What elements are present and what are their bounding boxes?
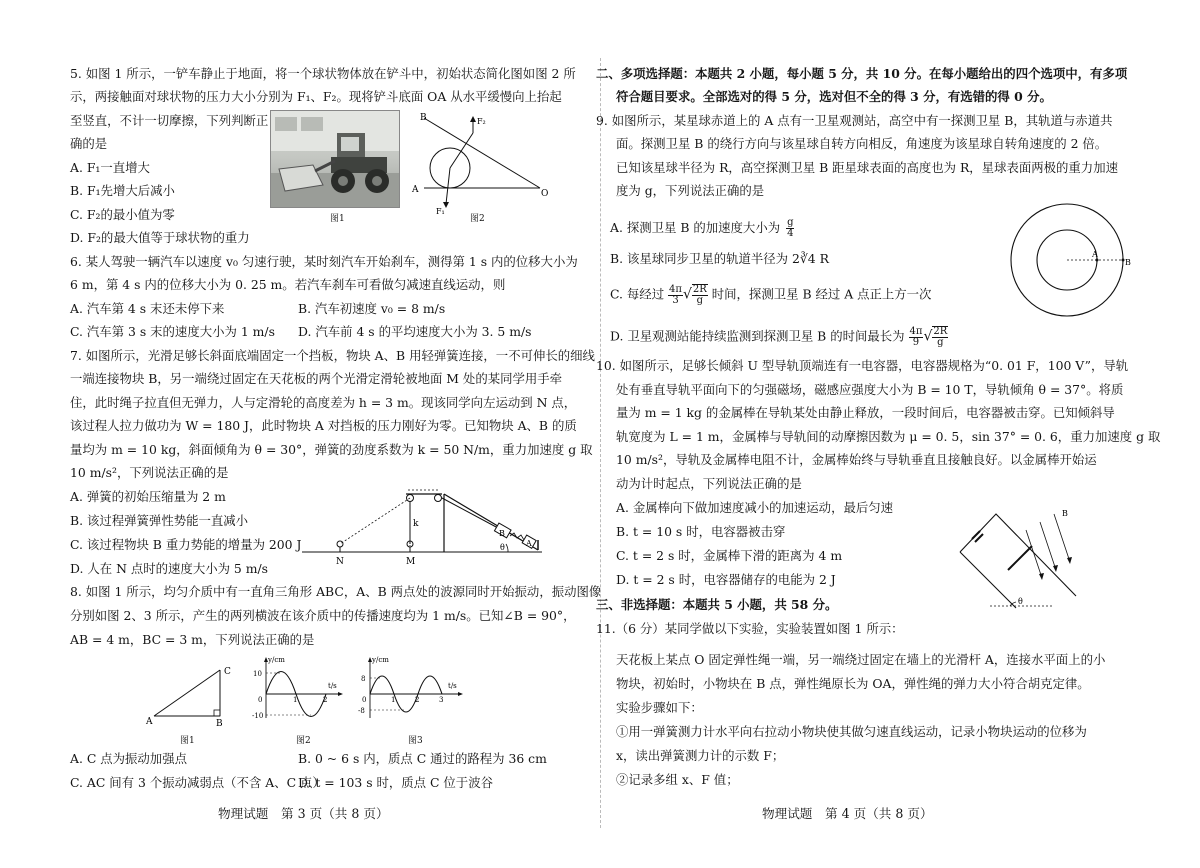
q7-line-3: 住，此时绳子拉直但无弹力，人与定滑轮的高度差为 h = 3 m。现该同学向左运动到 N 点， [70, 395, 577, 410]
section3-heading: 三、非选择题：本题共 5 小题，共 58 分。 [596, 597, 838, 612]
q5-fig2-label-b: B [420, 113, 427, 123]
loader-photo [270, 110, 400, 208]
q5-option-a: A. F₁一直增大 [70, 160, 150, 175]
q6-option-b: B. 汽车初速度 v₀ = 8 m/s [298, 301, 446, 316]
q8-fig3-ymin: -8 [358, 707, 365, 715]
q10-line-6: 动为计时起点，下列说法正确的是 [616, 476, 802, 491]
q6-option-d: D. 汽车前 4 s 的平均速度大小为 3. 5 m/s [298, 324, 532, 339]
q11-line-2: 天花板上某点 O 固定弹性绳一端，另一端绕过固定在墙上的光滑杆 A，连接水平面上的小 [616, 652, 1106, 667]
q9-option-c-post: 时间，探测卫星 B 经过 A 点正上方一次 [711, 286, 932, 302]
q5-fig2-label-f-top: F₂ [477, 117, 486, 126]
q8-option-b: B. 0 ~ 6 s 内，质点 C 通过的路程为 36 cm [298, 751, 547, 766]
q8-fig1-label-a: A [146, 717, 153, 727]
q5-fig2-label-o: O [541, 189, 549, 199]
q10-option-b: B. t = 10 s 时，电容器被击穿 [616, 524, 786, 539]
q10-fig-label-theta: θ [1018, 597, 1023, 606]
q7-fig-label-b: B [499, 529, 505, 538]
q9-option-a-text: A. 探测卫星 B 的加速度大小为 [610, 220, 781, 235]
q8-fig3-ylabel: y/cm [372, 656, 389, 664]
q8-option-d: D. t = 103 s 时，质点 C 位于波谷 [298, 775, 493, 790]
q8-fig1-caption: 图1 [180, 736, 195, 746]
q11-line-4: 实验步骤如下： [616, 700, 703, 715]
q7-line-6: 10 m/s²，下列说法正确的是 [70, 465, 229, 480]
q8-fig2-plot [252, 656, 344, 730]
q9-option-c-num: 4π [669, 283, 682, 295]
q5-fig2-label-a: A [412, 185, 419, 195]
q6-line-1: 6. 某人驾驶一辆汽车以速度 v₀ 匀速行驶，某时刻汽车开始刹车，测得第 1 s 内的位移大小为 [70, 254, 578, 269]
q5-option-b: B. F₁先增大后减小 [70, 183, 175, 198]
section2-heading-2: 符合题目要求。全部选对的得 5 分，选对但不全的得 3 分，有选错的得 0 分。 [616, 89, 1052, 104]
q8-fig3-ymax: 8 [361, 675, 366, 683]
q9-line-4: 度为 g，下列说法正确的是 [616, 183, 765, 198]
q8-fig1-label-c: C [224, 667, 231, 677]
q8-fig2-t1: 1 [293, 696, 298, 704]
q8-fig3-xlabel: t/s [448, 682, 457, 690]
q11-line-7: ②记录多组 x、F 值； [616, 772, 739, 787]
q9-option-d-fraction [909, 327, 924, 348]
q9-fig-label-a: A [1092, 250, 1098, 259]
q7-fig-label-n: N [336, 557, 344, 567]
q8-line-2: 分别如图 2、3 所示，产生的两列横波在该介质中的传播速度均为 1 m/s。已知∠B = 90°， [70, 608, 576, 623]
q8-fig2-xlabel: t/s [328, 682, 337, 690]
q10-rail-diagram [950, 496, 1086, 610]
q10-fig-label-b: B [1062, 509, 1068, 518]
q10-line-2: 处有垂直导轨平面向下的匀强磁场，磁感应强度大小为 B = 10 T，导轨倾角 θ = 37°。将质 [616, 382, 1124, 397]
q10-line-3: 量为 m = 1 kg 的金属棒在导轨某处由静止释放，一段时间后，电容器被击穿。已知倾斜导 [616, 405, 1115, 420]
q8-fig2-caption: 图2 [296, 736, 311, 746]
q9-option-a-num: g [787, 217, 794, 228]
q7-fig-label-a: A [526, 539, 532, 548]
q5-fig2-label-f-bottom: F₁ [436, 207, 445, 216]
q9-option-c-den: 3 [672, 294, 679, 306]
q8-fig2-ymin: -10 [252, 712, 264, 720]
q8-option-c: C. AC 间有 3 个振动减弱点（不含 A、C 点） [70, 775, 325, 790]
q8-fig2-origin: 0 [258, 696, 263, 704]
loader-illustration [271, 111, 399, 207]
q7-incline-diagram [292, 484, 548, 572]
q9-option-d [610, 326, 948, 348]
q7-option-d: D. 人在 N 点时的速度大小为 5 m/s [70, 561, 269, 576]
q11-line-5: ①用一弹簧测力计水平向右拉动小物块使其做匀速直线运动，记录小物块运动的位移为 [616, 724, 1087, 739]
q9-option-c-radicand [692, 284, 708, 306]
q9-option-a-den: 4 [787, 228, 794, 239]
q8-line-3: AB = 4 m，BC = 3 m，下列说法正确的是 [70, 632, 315, 647]
q6-option-c: C. 汽车第 3 s 末的速度大小为 1 m/s [70, 324, 275, 339]
q7-line-2: 一端连接物块 B，另一端绕过固定在天花板的两个光滑定滑轮被地面 M 处的某同学用手牵 [70, 371, 563, 386]
right-page [596, 0, 1200, 868]
q5-option-c: C. F₂的最小值为零 [70, 207, 175, 222]
q9-option-c [610, 284, 931, 306]
q7-line-4: 该过程人拉力做功为 W = 180 J，此时物块 A 对挡板的压力刚好为零。已知物块 A、B 的质 [70, 418, 577, 433]
right-page-footer: 物理试题 第 4 页（共 8 页） [762, 806, 933, 821]
q8-fig2-t2: 2 [323, 696, 328, 704]
q9-line-3: 已知该星球半径为 R，高空探测卫星 B 距星球表面的高度也为 R，星球表面两极的重力加速 [616, 160, 1118, 175]
q5-line-4: 确的是 [70, 136, 108, 151]
q9-fig-label-b: B [1125, 258, 1131, 267]
q7-option-c: C. 该过程物块 B 重力势能的增量为 200 J [70, 537, 302, 552]
q9-option-d-num: 4π [909, 325, 923, 337]
q5-fig1-caption: 图1 [330, 214, 345, 224]
q5-line-2: 示，两接触面对球状物的压力大小分别为 F₁、F₂。现将铲斗底面 OA 从水平缓慢向上抬起 [70, 89, 562, 104]
q8-fig3-caption: 图3 [408, 736, 423, 746]
q8-fig2-ylabel: y/cm [268, 656, 285, 664]
q9-option-d-pre: D. 卫星观测站能持续监测到探测卫星 B 的时间最长为 [610, 328, 905, 344]
q9-option-c-rad-num: 2R [692, 284, 707, 295]
q9-option-a [610, 218, 794, 239]
q8-fig3-t3: 3 [439, 696, 444, 704]
left-page-footer: 物理试题 第 3 页（共 8 页） [218, 806, 389, 821]
q9-line-1: 9. 如图所示，某星球赤道上的 A 点有一卫星观测站，高空中有一探测卫星 B，其轨道与赤道共 [596, 113, 1113, 128]
q8-fig3-t2: 2 [415, 696, 420, 704]
q6-option-a: A. 汽车第 4 s 末还未停下来 [70, 301, 225, 316]
q5-fig2-caption: 图2 [470, 214, 485, 224]
q8-fig2-ymax: 10 [253, 670, 262, 678]
q9-orbit-diagram [1010, 202, 1134, 320]
q7-line-1: 7. 如图所示，光滑足够长斜面底端固定一个挡板，物块 A、B 用轻弹簧连接，一不可伸长的细线 [70, 348, 595, 363]
q10-option-d: D. t = 2 s 时，电容器储存的电能为 2 J [616, 572, 836, 587]
q8-option-a: A. C 点为振动加强点 [70, 751, 187, 766]
q7-fig-label-m: M [406, 557, 416, 567]
q7-fig-label-theta: θ [500, 543, 505, 552]
q5-fig2-diagram [410, 108, 550, 223]
q5-option-d: D. F₂的最大值等于球状物的重力 [70, 230, 250, 245]
q10-line-4: 轨宽度为 L = 1 m，金属棒与导轨间的动摩擦因数为 μ = 0. 5，sin 37° = 0. 6，重力加速度 g 取 [616, 429, 1161, 444]
q9-option-d-rad-den: g [937, 337, 944, 348]
q10-option-c: C. t = 2 s 时，金属棒下滑的距离为 4 m [616, 548, 843, 563]
q11-line-3: 物块，初始时，小物块在 B 点，弹性绳原长为 OA，弹性绳的弹力大小符合胡克定律。 [616, 676, 1090, 691]
q9-line-2: 面。探测卫星 B 的绕行方向与该星球自转方向相反，角速度为该星球自转角速度的 2 倍。 [616, 136, 1108, 151]
q10-option-a: A. 金属棒向下做加速度减小的加速运动，最后匀速 [616, 500, 894, 515]
q9-option-c-root-sign: √ [682, 286, 692, 303]
q7-option-a: A. 弹簧的初始压缩量为 2 m [70, 489, 226, 504]
q8-fig1-label-b: B [216, 719, 223, 728]
q7-option-b: B. 该过程弹簧弹性势能一直减小 [70, 513, 249, 528]
q8-fig3-origin: 0 [362, 696, 367, 704]
q9-option-d-rad-num: 2R [933, 326, 948, 337]
q9-option-c-rad-den: g [696, 295, 704, 306]
q9-option-d-radicand [932, 326, 948, 348]
q7-fig-label-h: k [413, 519, 419, 529]
q10-line-5: 10 m/s²，导轨及金属棒电阻不计，金属棒始终与导轨垂直且接触良好。以金属棒开始运 [616, 452, 1097, 467]
q11-line-6: x，读出弹簧测力计的示数 F； [616, 748, 785, 763]
q5-line-1: 5. 如图 1 所示，一铲车静止于地面，将一个球状物体放在铲斗中，初始状态简化图如图 2 所 [70, 66, 576, 81]
q5-line-3: 至竖直，不计一切摩擦，下列判断正 [70, 113, 269, 128]
q8-fig1-triangle [142, 664, 242, 728]
section2-heading-1: 二、多项选择题：本题共 2 小题，每小题 5 分，共 10 分。在每小题给出的四个选项中，有多项 [596, 66, 1128, 81]
q9-option-d-den: 9 [912, 336, 920, 348]
q9-option-c-pre: C. 每经过 [610, 286, 665, 302]
q9-option-a-fraction [786, 218, 794, 239]
q11-line-1: 11.（6 分）某同学做以下实验，实验装置如图 1 所示： [596, 621, 904, 636]
q7-line-5: 量均为 m = 10 kg，斜面倾角为 θ = 30°，弹簧的劲度系数为 k = 50 N/m，重力加速度 g 取 [70, 442, 593, 457]
q8-line-1: 8. 如图 1 所示，均匀介质中有一直角三角形 ABC，A、B 两点处的波源同时开始振动，振动图像 [70, 584, 602, 599]
q10-line-1: 10. 如图所示，足够长倾斜 U 型导轨顶端连有一电容器，电容器规格为“0. 01 F，100 V”，导轨 [596, 358, 1129, 373]
q8-fig3-t1: 1 [391, 696, 396, 704]
q9-option-b: B. 该星球同步卫星的轨道半径为 2∛4 R [610, 251, 829, 266]
q8-fig3-plot [356, 656, 464, 730]
q9-option-d-root-sign: √ [923, 328, 933, 345]
q6-line-2: 6 m，第 4 s 内的位移大小为 0. 25 m。若汽车刹车可看做匀减速直线运动，则 [70, 277, 506, 292]
q9-option-c-fraction [668, 285, 683, 306]
